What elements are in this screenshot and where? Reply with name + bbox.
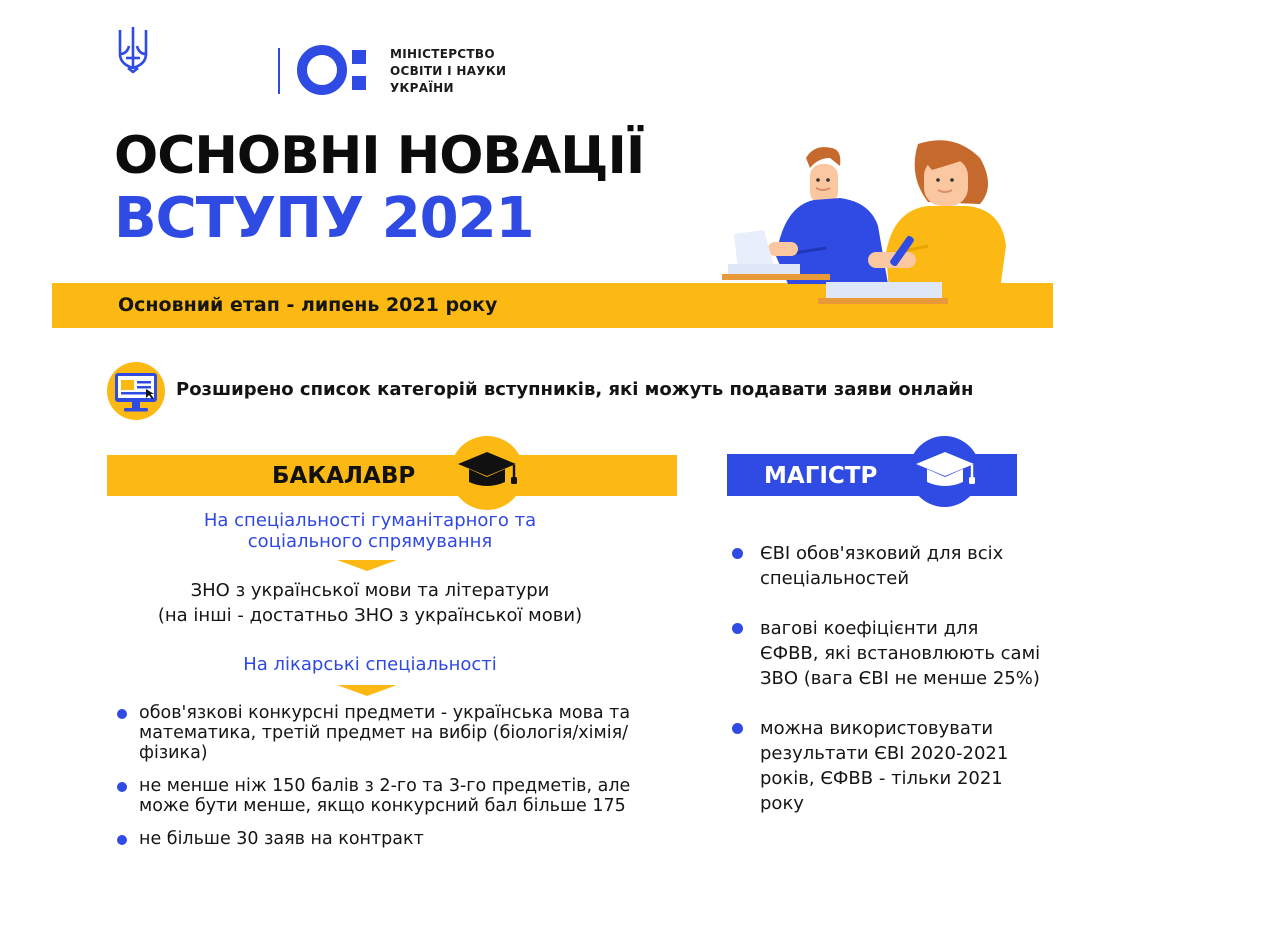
bachelor-category-humanities: На спеціальності гуманітарного та соціального спрямування	[203, 510, 537, 552]
list-item: не більше 30 заяв на контракт	[117, 829, 677, 849]
students-illustration	[718, 136, 1018, 308]
online-note: Розширено список категорій вступників, які можуть подавати заяви онлайн	[176, 379, 974, 400]
bachelor-category-medical: На лікарські спеціальності	[243, 654, 497, 675]
list-item: ЄВІ обов'язковий для всіх спеціальностей	[732, 541, 1042, 591]
trident-icon	[116, 24, 150, 74]
ministry-name-line: УКРАЇНИ	[390, 81, 454, 95]
bachelor-title: БАКАЛАВР	[272, 463, 416, 489]
ministry-name	[390, 46, 506, 97]
down-arrow-icon	[337, 560, 397, 571]
zno-line: (на інші - достатньо ЗНО з української мови)	[157, 605, 583, 626]
ministry-name-line: ОСВІТИ І НАУКИ	[390, 64, 507, 78]
list-item: можна використовувати результати ЄВІ 2020-2021 років, ЄФВВ - тільки 2021 року	[732, 716, 1042, 816]
ministry-name-line: МІНІСТЕРСТВО	[390, 47, 495, 61]
ministry-logo	[116, 22, 507, 95]
logo-divider	[278, 48, 280, 94]
bachelor-bullet-list	[117, 703, 677, 862]
list-item: обов'язкові конкурсні предмети - українська мова та математика, третій предмет на вибір (біологія/хімія/фізика)	[117, 703, 677, 763]
graduation-cap-icon	[454, 446, 520, 496]
bachelor-zno-requirement	[120, 578, 620, 628]
list-item: вагові коефіцієнти для ЄФВВ, які встановлюють самі ЗВО (вага ЄВІ не менше 25%)	[732, 616, 1042, 691]
computer-icon	[106, 361, 166, 421]
down-arrow-icon	[337, 685, 397, 696]
master-bullet-list	[732, 541, 1042, 841]
page-title-line1: ОСНОВНІ НОВАЦІЇ	[114, 126, 645, 186]
ministry-logo-mark	[296, 44, 380, 96]
page-title-line2: ВСТУПУ 2021	[114, 186, 534, 251]
list-item: не менше ніж 150 балів з 2-го та 3-го предметів, але може бути менше, якщо конкурсний бал більше 175	[117, 776, 677, 816]
graduation-cap-icon	[912, 446, 978, 496]
master-title: МАГІСТР	[764, 463, 878, 489]
stage-label: Основний етап - липень 2021 року	[118, 294, 498, 316]
zno-line: ЗНО з української мови та літератури	[190, 580, 550, 601]
